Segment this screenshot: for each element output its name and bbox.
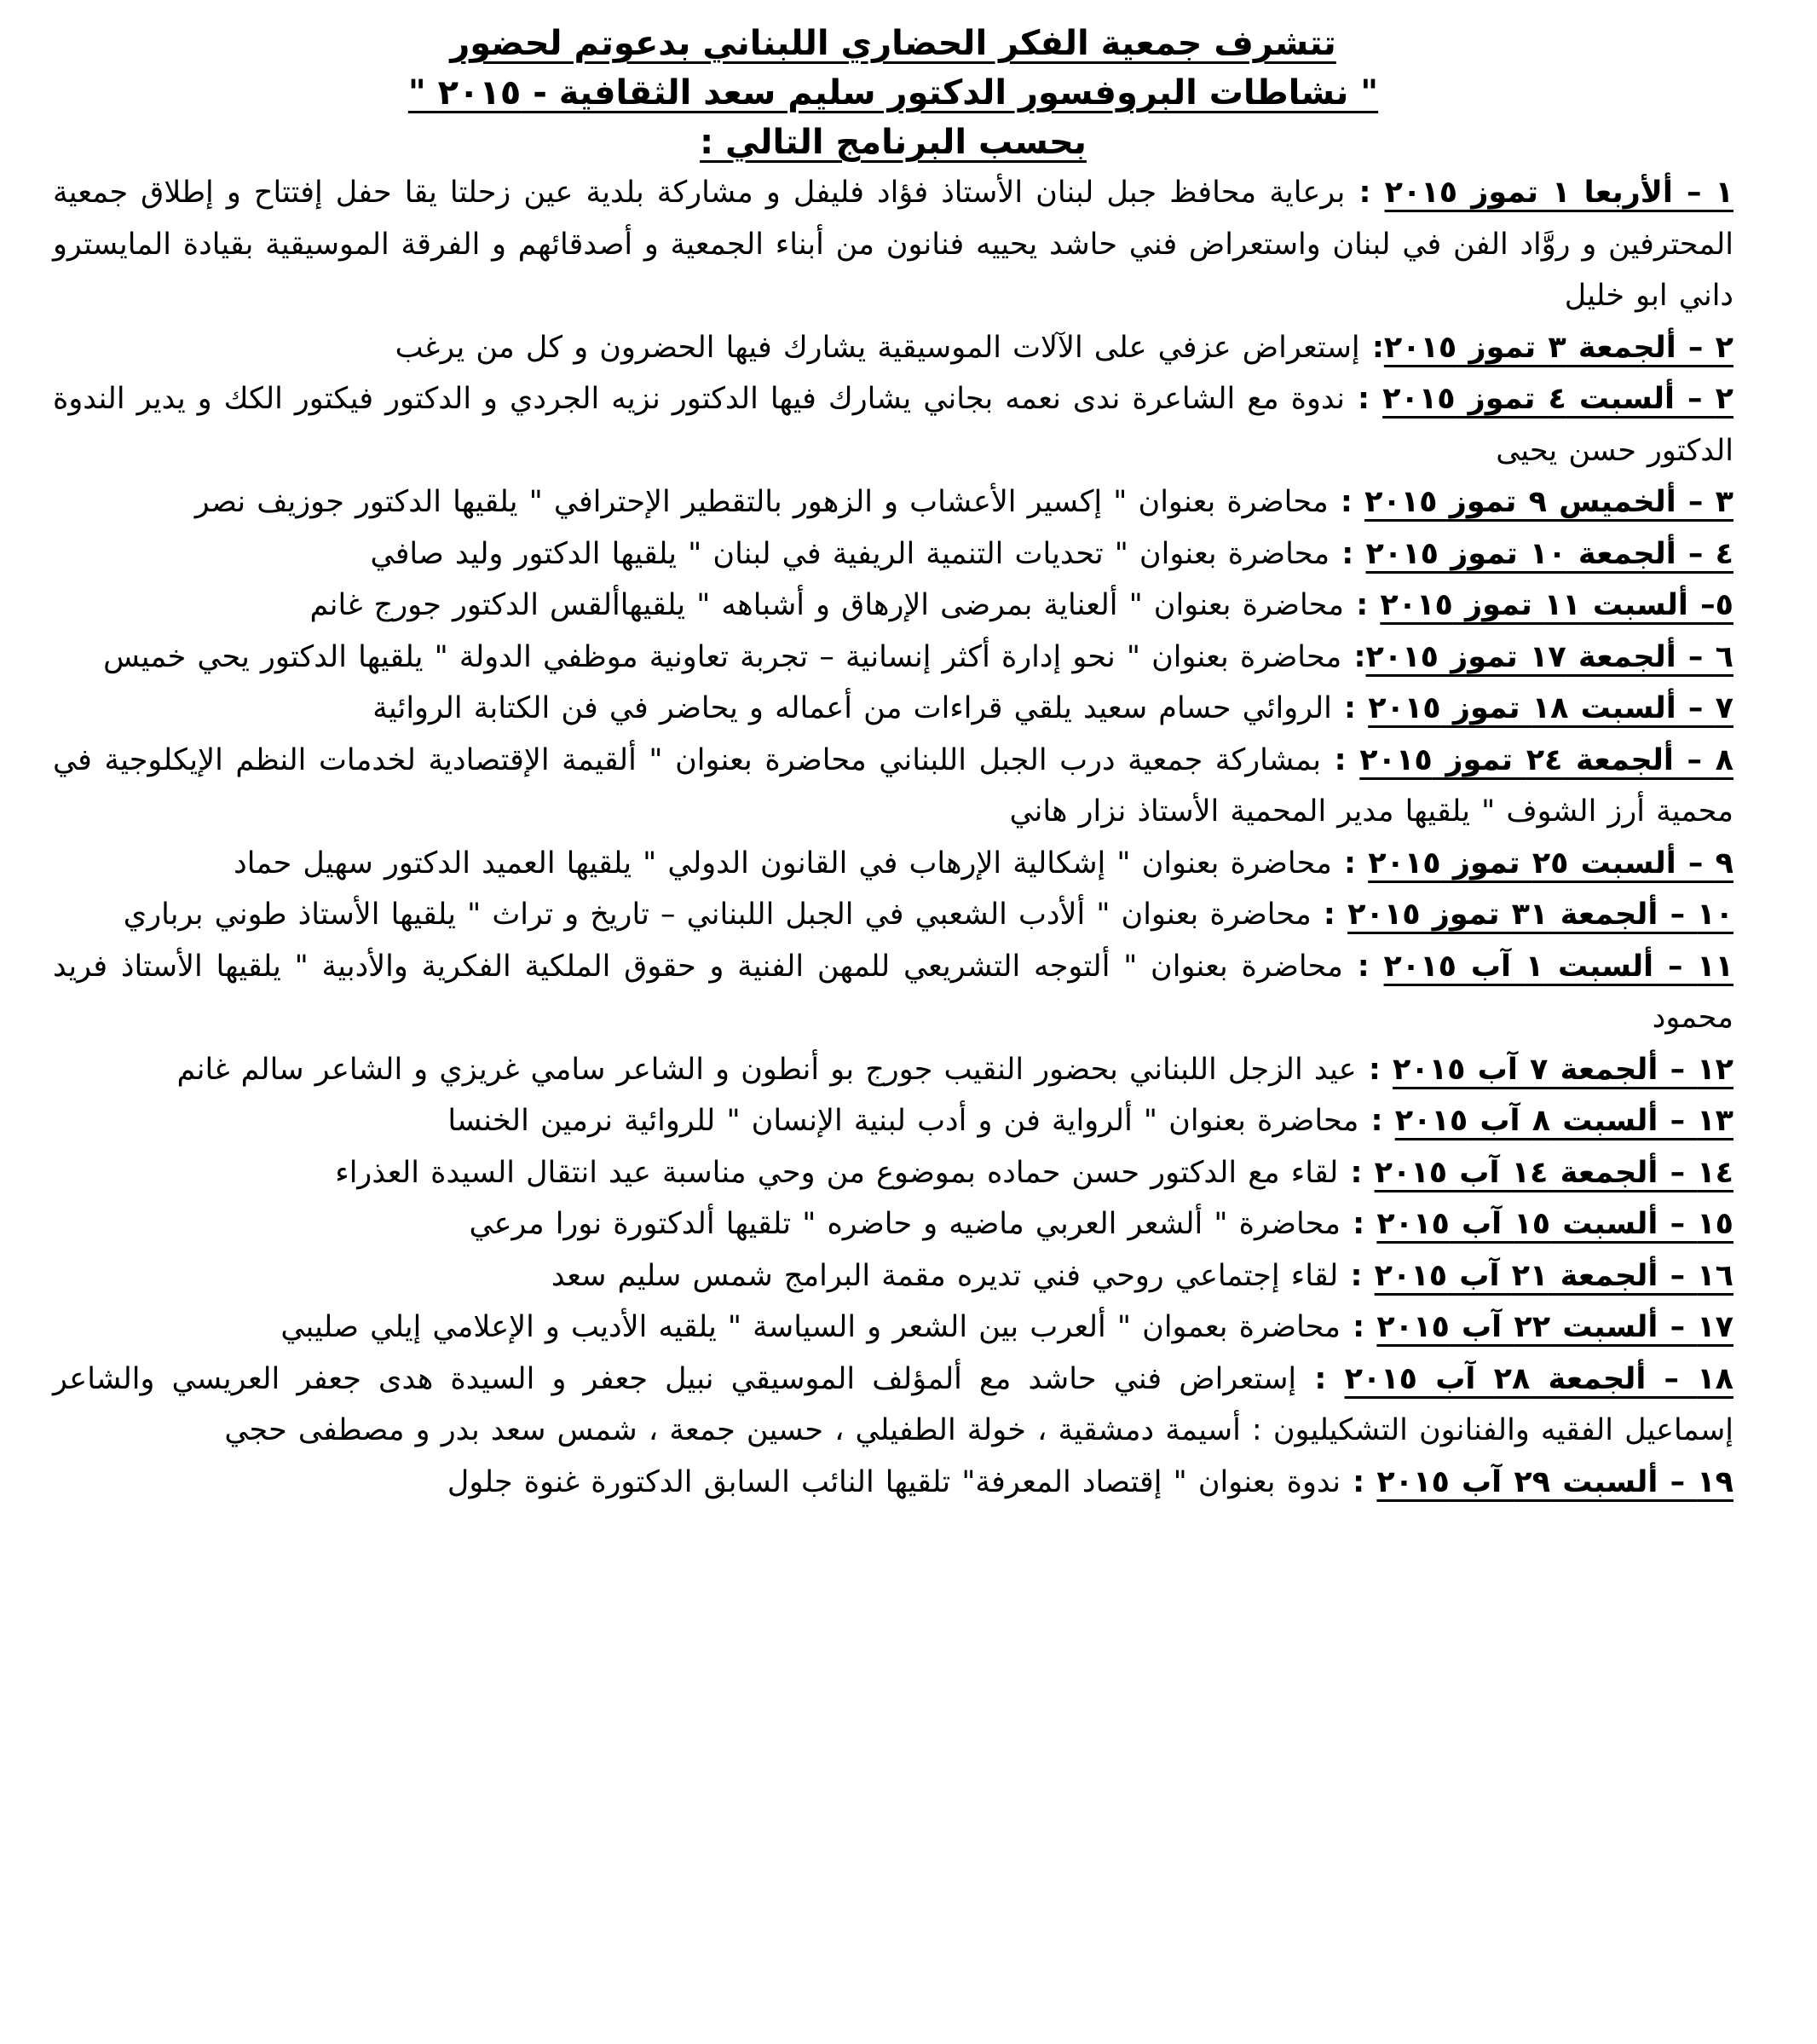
program-item-separator: : bbox=[1356, 1052, 1393, 1087]
program-item-description: محاضرة بعموان " ألعرب بين الشعر و السياسة " يلقيه الأديب و الإعلامي إيلي صليبي bbox=[280, 1310, 1341, 1344]
program-item-date: ١٧ – ألسبت ٢٢ آب ٢٠١٥ bbox=[1376, 1310, 1733, 1344]
program-item-description: محاضرة بعنوان " نحو إدارة أكثر إنسانية – تجربة تعاونية موظفي الدولة " يلقيها الدكتور يحي خميس bbox=[103, 639, 1342, 674]
program-item bbox=[53, 476, 1733, 528]
program-item-date: ٥– ألسبت ١١ تموز ٢٠١٥ bbox=[1380, 588, 1733, 622]
program-item-separator: : bbox=[1344, 588, 1381, 622]
program-item-separator: : bbox=[1338, 1155, 1375, 1190]
invitation-header bbox=[53, 19, 1733, 167]
program-item-separator: : bbox=[1359, 330, 1384, 365]
header-line-2-text: " نشاطات البروفسور الدكتور سليم سعد الثقافية - ٢٠١٥ " bbox=[407, 73, 1379, 113]
program-item-date: ٨ – ألجمعة ٢٤ تموز ٢٠١٥ bbox=[1359, 742, 1733, 777]
program-item-description: محاضرة بعنوان " ألأدب الشعبي في الجبل اللبناني – تاريخ و تراث " يلقيها الأستاذ طوني برباري bbox=[123, 898, 1312, 932]
program-item bbox=[53, 167, 1733, 322]
program-item-description: إستعراض عزفي على الآلات الموسيقية يشارك فيها الحضرون و كل من يرغب bbox=[395, 330, 1360, 365]
program-item bbox=[53, 683, 1733, 735]
program-item-date: ٣ – ألخميس ٩ تموز ٢٠١٥ bbox=[1364, 485, 1733, 519]
program-item-date: ٢ – ألسبت ٤ تموز ٢٠١٥ bbox=[1382, 382, 1734, 416]
program-item-description: محاضرة بعنوان " ألعناية بمرضى الإرهاق و أشباهه " يلقيهاألقس الدكتور جورج غانم bbox=[309, 588, 1345, 622]
program-item-separator: : bbox=[1331, 846, 1369, 881]
program-item-date: ٩ – ألسبت ٢٥ تموز ٢٠١٥ bbox=[1368, 846, 1733, 881]
program-item-description: عيد الزجل اللبناني بحضور النقيب جورج بو أنطون و الشاعر سامي غريزي و الشاعر سالم غانم bbox=[176, 1052, 1357, 1087]
program-item-separator: : bbox=[1341, 1464, 1377, 1499]
program-item-date: ٢ – ألجمعة ٣ تموز ٢٠١٥ bbox=[1383, 330, 1733, 365]
header-line-3 bbox=[53, 118, 1733, 167]
program-item bbox=[53, 735, 1733, 838]
program-item-description: الروائي حسام سعيد يلقي قراءات من أعماله و يحاضر في فن الكتابة الروائية bbox=[372, 691, 1332, 725]
program-item-separator: : bbox=[1345, 176, 1385, 210]
program-item-description: لقاء إجتماعي روحي فني تديره مقمة البرامج شمس سليم سعد bbox=[551, 1258, 1339, 1293]
program-item-description: إستعراض فني حاشد مع ألمؤلف الموسيقي نبيل جعفر و السيدة هدى جعفر العريسي والشاعر إسماعيل الفقيه والفنانون التشكيليون : أسيمة دمشقية ، خولة الطفيلي ، حسين جمعة ، شمس سعد بدر و مصطفى حجي bbox=[53, 1361, 1733, 1447]
program-item-separator: : bbox=[1341, 1207, 1377, 1241]
program-item-date: ١١ – ألسبت ١ آب ٢٠١٥ bbox=[1383, 949, 1734, 984]
program-item bbox=[53, 1250, 1733, 1302]
header-line-3-text: بحسب البرنامج التالي : bbox=[700, 123, 1087, 162]
header-line-2 bbox=[53, 68, 1733, 118]
program-item bbox=[53, 838, 1733, 890]
program-item bbox=[53, 1095, 1733, 1147]
program-item-separator: : bbox=[1341, 1310, 1377, 1344]
program-item-description: محاضرة بعنوان " تحديات التنمية الريفية في لبنان " يلقيها الدكتور وليد صافي bbox=[370, 536, 1330, 571]
program-item-separator: : bbox=[1342, 949, 1384, 984]
program-item bbox=[53, 528, 1733, 580]
header-line-1 bbox=[53, 19, 1733, 68]
program-item-date: ١٢ – ألجمعة ٧ آب ٢٠١٥ bbox=[1393, 1052, 1733, 1087]
program-item bbox=[53, 941, 1733, 1044]
program-item-date: ١٠ – ألجمعة ٣١ تموز ٢٠١٥ bbox=[1347, 898, 1733, 932]
program-item-separator: : bbox=[1328, 485, 1365, 519]
program-item bbox=[53, 1044, 1733, 1096]
program-item-description: محاضرة بعنوان " ألرواية فن و أدب لبنية الإنسان " للروائية نرمين الخنسا bbox=[447, 1104, 1359, 1138]
program-item bbox=[53, 1198, 1733, 1250]
program-item-separator: : bbox=[1341, 639, 1366, 674]
program-item bbox=[53, 1354, 1733, 1457]
program-item-description: محاضرة بعنوان " ألتوجه التشريعي للمهن الفنية و حقوق الملكية الفكرية والأدبية " يلقيها الأستاذ فريد محمود bbox=[53, 949, 1733, 1035]
program-item-date: ١٨ – ألجمعة ٢٨ آب ٢٠١٥ bbox=[1344, 1361, 1733, 1396]
program-item bbox=[53, 889, 1733, 941]
program-item-date: ٤ – ألجمعة ١٠ تموز ٢٠١٥ bbox=[1365, 536, 1733, 571]
program-item bbox=[53, 322, 1733, 374]
program-item bbox=[53, 632, 1733, 684]
program-item-separator: : bbox=[1311, 898, 1348, 932]
program-item-separator: : bbox=[1344, 382, 1383, 416]
program-item-date: ١٦ – ألجمعة ٢١ آب ٢٠١٥ bbox=[1374, 1258, 1733, 1293]
program-item-description: بمشاركة جمعية درب الجبل اللبناني محاضرة بعنوان " ألقيمة الإقتصادية لخدمات النظم الإيكلوجية في محمية أرز الشوف " يلقيها مدير المحمية الأستاذ نزار هاني bbox=[53, 742, 1733, 829]
program-item-description: ندوة بعنوان " إقتصاد المعرفة" تلقيها النائب السابق الدكتورة غنوة جلول bbox=[447, 1464, 1341, 1499]
program-item bbox=[53, 373, 1733, 476]
program-item-date: ١٣ – ألسبت ٨ آب ٢٠١٥ bbox=[1394, 1104, 1733, 1138]
program-item-date: ١٤ – ألجمعة ١٤ آب ٢٠١٥ bbox=[1374, 1155, 1733, 1190]
program-item-date: ١ – ألأربعا ١ تموز ٢٠١٥ bbox=[1384, 176, 1733, 210]
program-item-description: ندوة مع الشاعرة ندى نعمه بجاني يشارك فيها الدكتور نزيه الجردي و الدكتور فيكتور الكك و يدير الندوة الدكتور حسن يحيى bbox=[53, 382, 1733, 468]
program-item-separator: : bbox=[1331, 691, 1369, 725]
program-item-separator: : bbox=[1330, 536, 1366, 571]
program-item-separator: : bbox=[1296, 1361, 1345, 1396]
program-item bbox=[53, 1457, 1733, 1509]
program-item-description: برعاية محافظ جبل لبنان الأستاذ فؤاد فليفل و مشاركة بلدية عين زحلتا يقا حفل إفتتاح و إطلاق جمعية المحترفين و روَّاد الفن في لبنان واستعراض فني حاشد يحييه فنانون من أبناء الجمعية و أصدقائهم و الفرقة الموسيقية بقيادة المايسترو داني ابو خليل bbox=[53, 176, 1733, 313]
program-item-description: محاضرة " ألشعر العربي ماضيه و حاضره " تلقيها ألدكتورة نورا مرعي bbox=[469, 1207, 1341, 1241]
program-item-separator: : bbox=[1338, 1258, 1375, 1293]
program-item-description: محاضرة بعنوان " إكسير الأعشاب و الزهور بالتقطير الإحترافي " يلقيها الدكتور جوزيف نصر bbox=[194, 485, 1329, 519]
program-item bbox=[53, 1147, 1733, 1199]
program-item-date: ١٩ – ألسبت ٢٩ آب ٢٠١٥ bbox=[1376, 1464, 1733, 1499]
program-item-separator: : bbox=[1321, 742, 1360, 777]
program-item bbox=[53, 580, 1733, 632]
program-item-date: ١٥ – ألسبت ١٥ آب ٢٠١٥ bbox=[1376, 1207, 1733, 1241]
program-item-description: لقاء مع الدكتور حسن حماده بموضوع من وحي مناسبة عيد انتقال السيدة العذراء bbox=[335, 1155, 1339, 1190]
header-line-1-text: تتشرف جمعية الفكر الحضاري اللبناني بدعوتم لحضور bbox=[450, 24, 1336, 63]
program-list bbox=[53, 167, 1733, 1508]
program-item-separator: : bbox=[1358, 1104, 1395, 1138]
program-item-date: ٦ – ألجمعة ١٧ تموز ٢٠١٥ bbox=[1365, 639, 1733, 674]
program-item bbox=[53, 1302, 1733, 1354]
program-item-description: محاضرة بعنوان " إشكالية الإرهاب في القانون الدولي " يلقيها العميد الدكتور سهيل حماد bbox=[234, 846, 1332, 881]
program-item-date: ٧ – ألسبت ١٨ تموز ٢٠١٥ bbox=[1368, 691, 1733, 725]
